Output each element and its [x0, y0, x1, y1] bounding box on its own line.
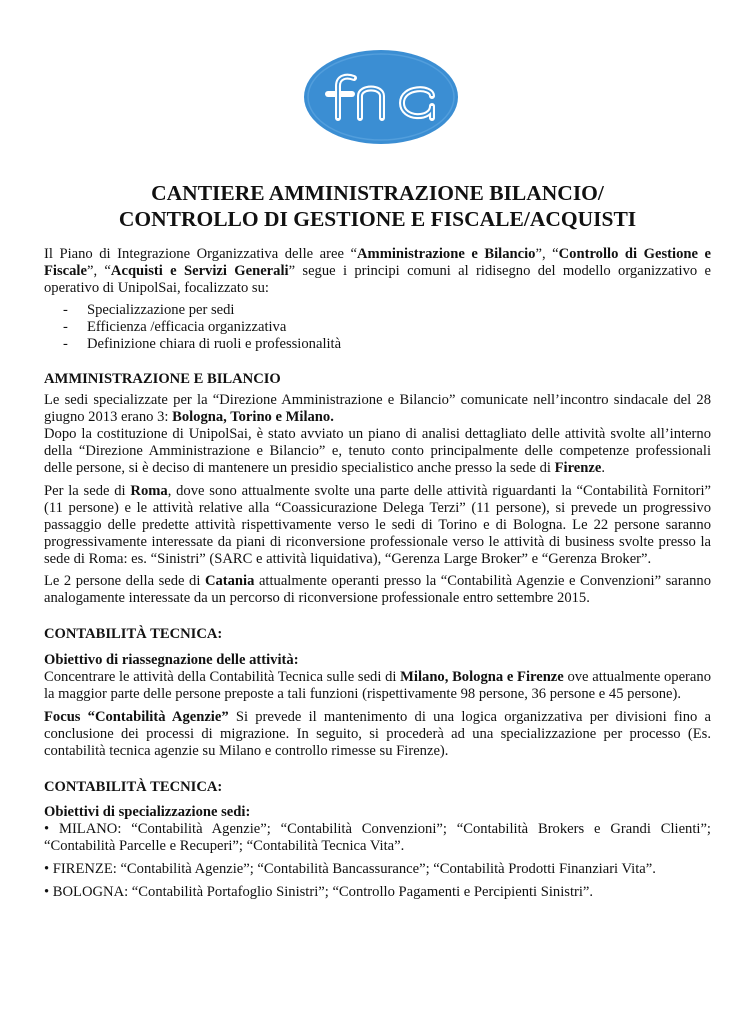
sede-item-bologna: • BOLOGNA: “Contabilità Portafoglio Sinistri”; “Controllo Pagamenti e Percipienti Sinistri”. [44, 884, 594, 901]
intro-text: ”, “ [535, 246, 559, 262]
intro-bold: Acquisti e Servizi Generali [110, 262, 289, 279]
paragraph-bold: Firenze [554, 459, 602, 476]
paragraph-text: Per la sede di [44, 482, 131, 499]
sede-item-firenze: • FIRENZE: “Contabilità Agenzie”; “Contabilità Bancassurance”; “Contabilità Prodotti Finanziari Vita”. [44, 861, 656, 878]
intro-text: Il Piano di Integrazione Organizzativa delle aree “ [44, 246, 357, 262]
paragraph-bold: Catania [204, 573, 255, 590]
paragraph-text: ove attualmente operano la maggior parte delle persone preposte a tali funzioni (rispettivamente 98 persone, 36 persone e 45 persone). [44, 669, 711, 702]
list-item [44, 302, 711, 319]
amm-paragraph-1 [44, 392, 711, 426]
intro-paragraph [44, 246, 711, 297]
paragraph-text: , dove sono attualmente svolte una parte delle attività riguardanti la “Contabilità Fornitori” (11 persone) e le attività relative alla “Coassicurazione Delega Terzi” (11 persone), si prevede un progressivo passaggio delle predette attività rispettivamente verso le sedi di Torino e di Bologna. Le 22 persone saranno progressivamente interessate da piani di riconversione professionale verso le attività di business svolte presso la sede di Roma: es. “Sinistri” (SARC e attività liquidativa), “Gerenza Large Broker” e “Gerenza Broker”. [44, 482, 711, 567]
list-item [44, 336, 711, 353]
paragraph-text: Concentrare le attività della Contabilità Tecnica sulle sedi di [44, 669, 401, 686]
subheading-specializzazione: Obiettivi di specializzazione sedi: [44, 804, 251, 821]
paragraph-bold: Milano, Bologna e Firenze [400, 669, 564, 686]
ct1-paragraph-1 [44, 669, 711, 703]
paragraph-text: Le sedi specializzate per la “Direzione Amministrazione e Bilancio” comunicate nell’incontro sindacale del 28 giugno 2013 erano 3: [44, 392, 711, 426]
intro-text: ”, “ [86, 262, 111, 279]
paragraph-text: Si prevede il mantenimento di una logica organizzativa per divisioni fino a conclusione dei processi di migrazione. In seguito, si procederà ad una specializzazione per processo (Es. contabilità tecnica agenzie su Milano e controllo rimesse su Firenze). [44, 708, 711, 759]
ct1-paragraph-2 [44, 709, 711, 760]
amm-paragraph-3 [44, 483, 711, 568]
paragraph-text: Le 2 persone della sede di [44, 573, 205, 590]
paragraph-bold: Roma [130, 482, 168, 499]
paragraph-bold: Bologna, Torino e Milano. [172, 409, 334, 426]
amm-paragraph-4 [44, 573, 711, 607]
paragraph-bold: Focus “Contabilità Agenzie” [44, 708, 229, 725]
dash-bullet: - [63, 335, 68, 352]
section-heading-contabilita-tecnica: CONTABILITÀ TECNICA: [44, 626, 223, 643]
fna-logo [302, 48, 460, 146]
list-item-text: Efficienza /efficacia organizzativa [87, 318, 287, 335]
title-line-1: CANTIERE AMMINISTRAZIONE BILANCIO/ [151, 181, 604, 205]
principles-list [44, 302, 711, 353]
paragraph-text: attualmente operanti presso la “Contabilità Agenzie e Convenzioni” saranno analogamente interessate da un percorso di riconversione professionale entro settembre 2015. [44, 573, 712, 607]
intro-bold: Amministrazione e Bilancio [357, 246, 536, 262]
section-heading-contabilita-tecnica-2: CONTABILITÀ TECNICA: [44, 778, 223, 795]
list-item [44, 319, 711, 336]
paragraph-text: . [601, 459, 606, 476]
amm-paragraph-2 [44, 426, 711, 477]
dash-bullet: - [63, 318, 68, 335]
subheading-riassegnazione: Obiettivo di riassegnazione delle attività: [44, 652, 299, 669]
section-heading-amministrazione: AMMINISTRAZIONE E BILANCIO [44, 371, 281, 388]
list-item-text: Specializzazione per sedi [87, 301, 235, 318]
dash-bullet: - [63, 301, 68, 318]
intro-text: ” segue i principi comuni al ridisegno del modello organizzativo e operativo di UnipolSai, focalizzato su: [44, 262, 711, 296]
paragraph-text: Dopo la costituzione di UnipolSai, è stato avviato un piano di analisi dettagliato delle attività svolte all’interno della “Direzione Amministrazione e Bilancio” e, tenuto conto principalmente delle competenze professionali delle persone, si è deciso di mantenere un presidio specialistico anche presso la sede di [44, 426, 711, 476]
list-item-text: Definizione chiara di ruoli e professionalità [87, 335, 342, 352]
title-line-2: CONTROLLO DI GESTIONE E FISCALE/ACQUISTI [118, 207, 637, 231]
document-title [40, 180, 715, 232]
intro-bold: Controllo di Gestione e Fiscale [44, 246, 711, 279]
sede-item-milano: • MILANO: “Contabilità Agenzie”; “Contabilità Convenzioni”; “Contabilità Brokers e Grandi Clienti”; “Contabilità Parcelle e Recuperi”; “Contabilità Tecnica Vita”. [44, 821, 711, 855]
document-body [44, 246, 711, 901]
